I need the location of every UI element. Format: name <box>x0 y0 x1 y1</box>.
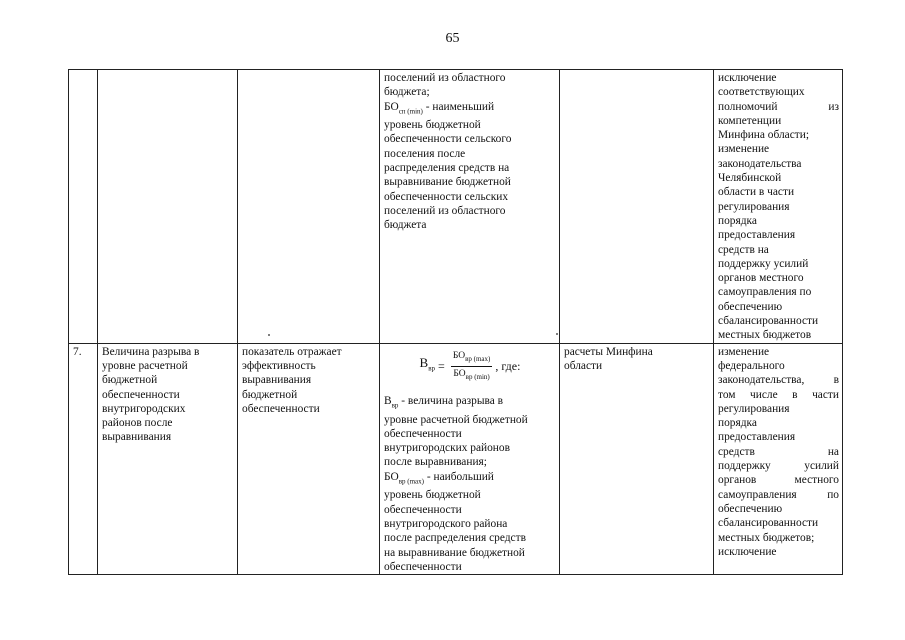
bo-subscript: сп (min) <box>398 106 423 115</box>
text-line: бюджета; <box>384 86 430 99</box>
text-line: изменение <box>718 143 770 156</box>
text-line: районов после <box>102 417 173 430</box>
text-line: уровень бюджетной <box>384 119 481 132</box>
bo-subscript: вр (max) <box>398 477 424 486</box>
text-line: законодательства, в <box>718 374 839 387</box>
cell-number <box>69 70 98 344</box>
text-line <box>384 394 556 413</box>
cell-method <box>380 343 560 575</box>
bo-symbol: БО <box>384 100 399 113</box>
text-line: том числе в части <box>718 388 839 401</box>
text-line: обеспечению <box>718 502 783 515</box>
text-line: местных бюджетов; <box>718 531 815 544</box>
bo-definition: - наибольший <box>423 470 494 483</box>
text-line: эффективность <box>242 359 316 372</box>
formula-suffix: , где: <box>495 359 521 374</box>
text-line: компетенции <box>718 114 782 127</box>
text-line: области <box>564 359 603 372</box>
text-line: федерального <box>718 359 785 372</box>
cell-risks <box>714 343 843 575</box>
text-line: поддержку усилий <box>718 257 809 270</box>
text-line: поселений из областного <box>384 204 506 217</box>
formula-lhs <box>420 356 435 376</box>
text-line: показатель отражает <box>242 345 342 358</box>
text-line: органов местного <box>718 272 804 285</box>
text-line: обеспеченности <box>384 427 462 440</box>
scan-speck <box>268 334 270 336</box>
text-line: исключение <box>718 72 777 84</box>
text-line: обеспеченности <box>384 560 462 573</box>
equals-sign: = <box>435 359 448 374</box>
text-line: Величина разрыва в <box>102 345 200 358</box>
scan-speck <box>556 333 558 335</box>
denominator-symbol: БО <box>453 368 466 379</box>
text-line: предоставления <box>718 229 796 242</box>
text-line: обеспечению <box>718 300 783 313</box>
table-row <box>69 70 843 344</box>
cell-risks <box>714 70 843 344</box>
text-line: местных бюджетов <box>718 329 812 342</box>
page-number: 65 <box>445 31 460 46</box>
text-line <box>384 470 556 489</box>
text-line: регулирования <box>718 402 790 415</box>
text-line: внутригородского района <box>384 517 508 530</box>
indicators-table <box>68 69 843 575</box>
text-line: Минфина области; <box>718 129 810 142</box>
text-line: внутригородских районов <box>384 442 510 455</box>
text-line: обеспеченности сельского <box>384 133 512 146</box>
text-line: средств на <box>718 445 839 458</box>
text-line: распределения средств на <box>384 162 510 175</box>
b-symbol: В <box>384 395 392 408</box>
row-number: 7. <box>73 345 82 358</box>
cell-indicator-name <box>98 70 238 344</box>
text-line: бюджетной <box>102 374 158 387</box>
text-line: бюджета <box>384 219 427 232</box>
formula-numerator <box>451 349 493 367</box>
text-line: уровне расчетной <box>102 359 188 372</box>
bo-definition: - наименьший <box>422 100 495 113</box>
cell-source <box>560 343 714 575</box>
text-line: средств на <box>718 243 769 256</box>
text-line: поселений из областного <box>384 72 506 84</box>
bo-symbol: БО <box>384 470 399 483</box>
text-line: самоуправления по <box>718 488 839 501</box>
cell-number <box>69 343 98 575</box>
text-line: выравнивание бюджетной <box>384 176 511 189</box>
text-line: сбалансированности <box>718 517 819 530</box>
text-line: поддержку усилий <box>718 460 839 473</box>
text-line: органов местного <box>718 474 839 487</box>
text-line: порядка <box>718 214 757 227</box>
text-line: регулирования <box>718 200 790 213</box>
cell-description <box>238 343 380 575</box>
formula-denominator <box>451 367 491 384</box>
text-line <box>384 100 556 119</box>
text-line: соответствующих <box>718 86 805 99</box>
b-definition: - величина разрыва в <box>398 395 503 408</box>
cell-description <box>238 70 380 344</box>
text-line: обеспеченности сельских <box>384 190 509 203</box>
text-line: внутригородских <box>102 402 186 415</box>
formula-fraction <box>451 349 493 384</box>
text-line: выравнивания <box>102 431 172 444</box>
text-line: порядка <box>718 417 757 430</box>
b-subscript: вр <box>391 401 399 410</box>
text-line: обеспеченности <box>102 388 180 401</box>
text-line: самоуправления по <box>718 286 812 299</box>
text-line: предоставления <box>718 431 796 444</box>
text-line: области в части <box>718 186 795 199</box>
text-line: поселения после <box>384 147 466 160</box>
text-line: обеспеченности <box>384 503 462 516</box>
numerator-subscript: вр (max) <box>465 354 491 363</box>
text-line: выравнивания <box>242 374 312 387</box>
text-line: сбалансированности <box>718 315 819 328</box>
text-line: изменение <box>718 345 770 358</box>
text-line: уровне расчетной бюджетной <box>384 413 528 426</box>
cell-indicator-name <box>98 343 238 575</box>
text-line: бюджетной <box>242 388 298 401</box>
formula-lhs-subscript: вр <box>428 364 436 373</box>
formula-lhs-symbol: В <box>419 355 429 371</box>
denominator-subscript: вр (min) <box>465 372 490 381</box>
text-line: после распределения средств <box>384 532 526 545</box>
text-line: после выравнивания; <box>384 456 487 469</box>
text-line: на выравнивание бюджетной <box>384 546 525 559</box>
text-line: полномочий из <box>718 100 839 113</box>
numerator-symbol: БО <box>452 350 466 361</box>
table-row <box>69 343 843 575</box>
text-line: исключение <box>718 545 777 558</box>
text-line: уровень бюджетной <box>384 489 481 502</box>
cell-method <box>380 70 560 344</box>
text-line: расчеты Минфина <box>564 345 653 358</box>
text-line: законодательства <box>718 157 802 170</box>
text-line: обеспеченности <box>242 402 320 415</box>
text-line: Челябинской <box>718 172 782 185</box>
formula <box>384 349 556 384</box>
cell-source <box>560 70 714 344</box>
